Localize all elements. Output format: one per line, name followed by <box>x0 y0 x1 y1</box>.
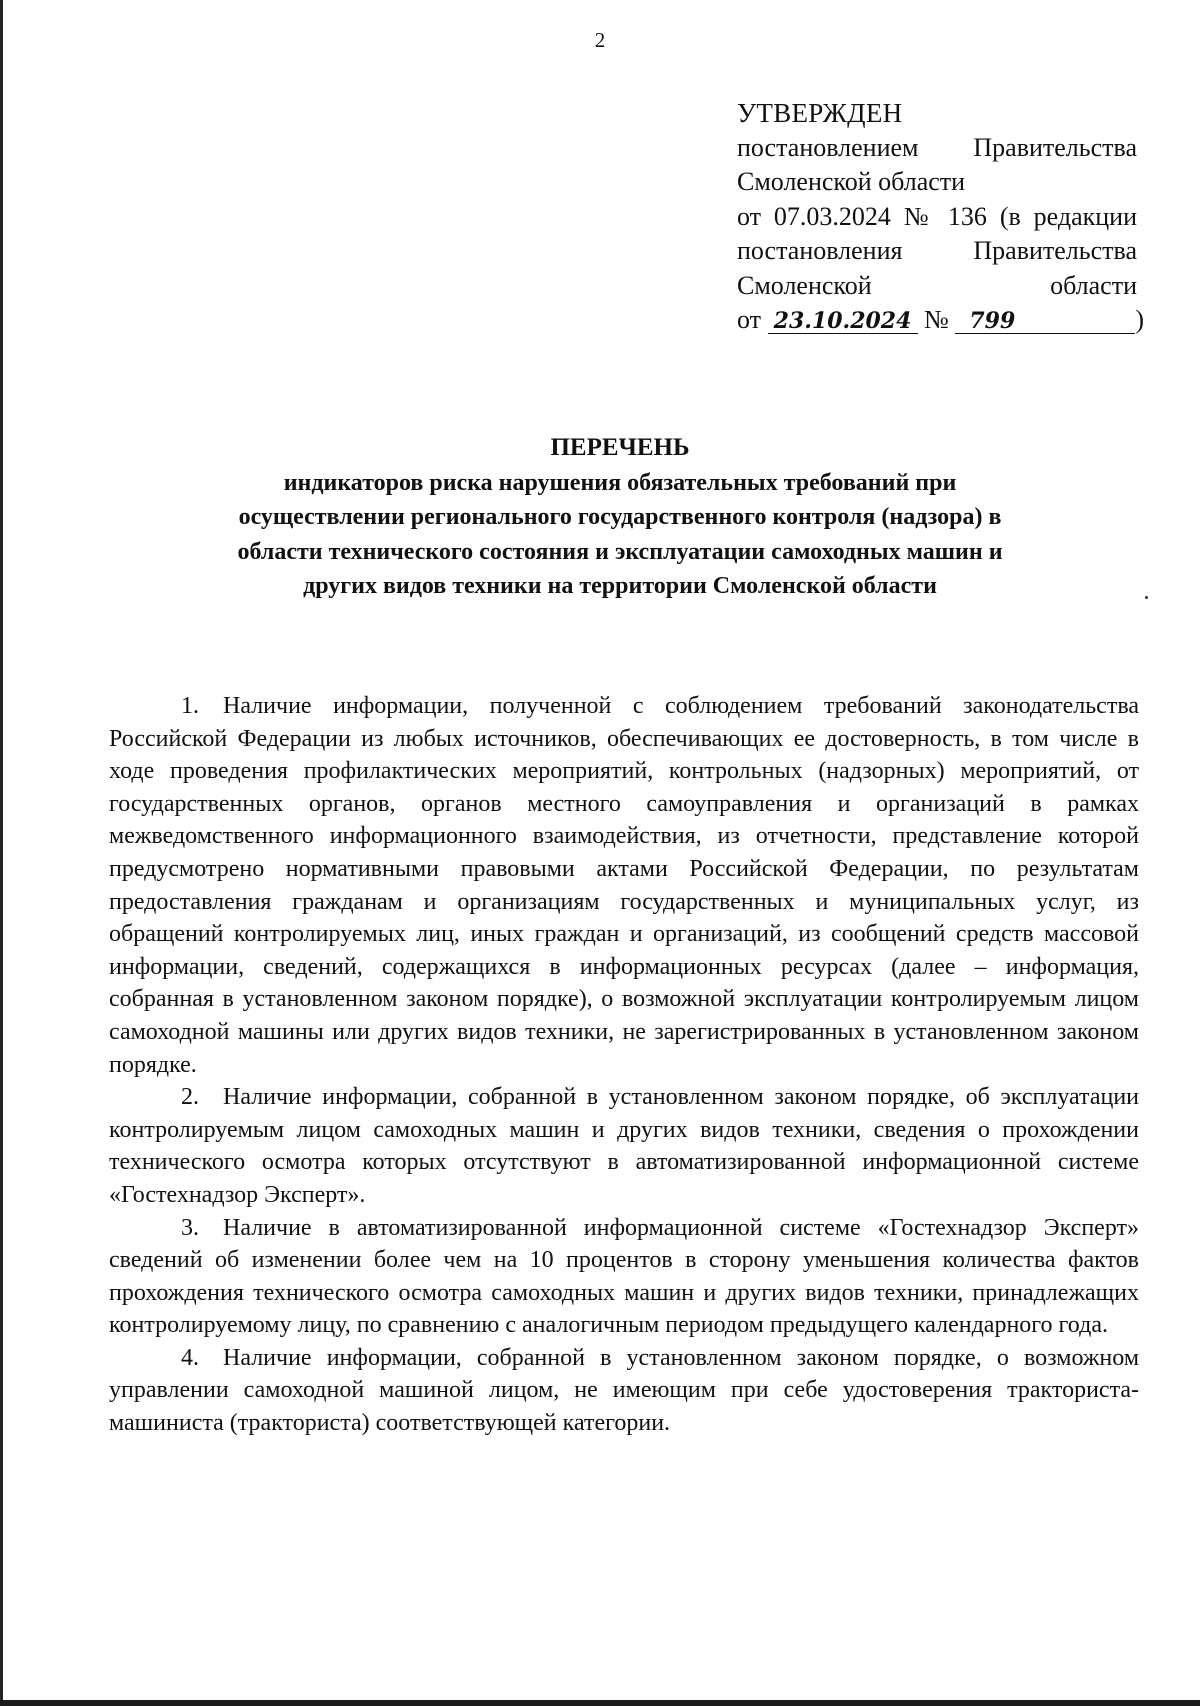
list-item: 4. Наличие информации, собранной в установленном законом порядке, о возможном управлении самоходной машиной лицом, не имеющим при себе удостоверения тракториста-машиниста (тракториста) соответствующей категории. <box>109 1344 1139 1437</box>
list-item: 2. Наличие информации, собранной в установленном законом порядке, об эксплуатации контролируемым лицом самоходных машин и других видов техники, сведения о прохождении технического осмотра которых отсутствуют в автоматизированной информационной системе «Гостехнадзор Эксперт». <box>109 1084 1139 1208</box>
approval-line: Смоленской области <box>737 167 966 196</box>
scan-speck <box>1145 596 1148 599</box>
approval-heading: УТВЕРЖДЕН <box>737 98 903 128</box>
approval-line: постановлением Правительства <box>737 132 1137 162</box>
approval-closing-paren: ) <box>1135 305 1145 334</box>
document-subtitle: индикаторов риска нарушения обязательных требований при осуществлении регионального государственного контроля (надзора) в области технического состояния и эксплуатации самоходных машин и других видов техники на территории Смоленской области <box>237 469 1003 599</box>
page-number: 2 <box>594 28 606 52</box>
approval-stamp-block <box>737 96 1145 338</box>
scan-bottom-edge <box>0 1700 1200 1706</box>
approval-signature-line <box>737 303 1145 338</box>
approval-from-label: от <box>737 305 762 334</box>
handwritten-number: 799 <box>955 309 1135 334</box>
approval-line: Смоленской области <box>737 270 1137 300</box>
approval-line: от 07.03.2024 № 136 (в редакции <box>737 201 1137 231</box>
document-title-block <box>200 431 1040 604</box>
document-title: ПЕРЕЧЕНЬ <box>550 434 690 461</box>
approval-number-sign: № <box>924 305 949 334</box>
document-body <box>109 690 1139 1440</box>
approval-line: постановления Правительства <box>737 236 1137 265</box>
list-item: 3. Наличие в автоматизированной информационной системе «Гостехнадзор Эксперт» сведений об изменении более чем на 10 процентов в сторону уменьшения количества фактов прохождения технического осмотра самоходных машин и других видов техники, принадлежащих контролируемому лицу, по сравнению с аналогичным периодом предыдущего календарного года. <box>109 1214 1139 1339</box>
list-item: 1. Наличие информации, полученной с соблюдением требований законодательства Российской Федерации из любых источников, обеспечивающих ее достоверность, в том числе в ходе проведения профилактических мероприятий, контрольных (надзорных) мероприятий, от государственных органов, органов местного самоуправления и организаций в рамках межведомственного информационного взаимодействия, из отчетности, представление которой предусмотрено нормативными правовыми актами Российской Федерации, по результатам предоставления гражданам и организациям государственных и муниципальных услуг, из обращений контролируемых лиц, иных граждан и организаций, из сообщений средств массовой информации, сведений, содержащихся в информационных ресурсах (далее – информация, собранная в установленном законом порядке), о возможной эксплуатации контролируемым лицом самоходной машины или других видов техники, не зарегистрированных в установленном законом порядке. <box>109 693 1139 1078</box>
scan-left-edge <box>0 0 3 1706</box>
handwritten-date: 23.10.2024 <box>768 309 918 334</box>
